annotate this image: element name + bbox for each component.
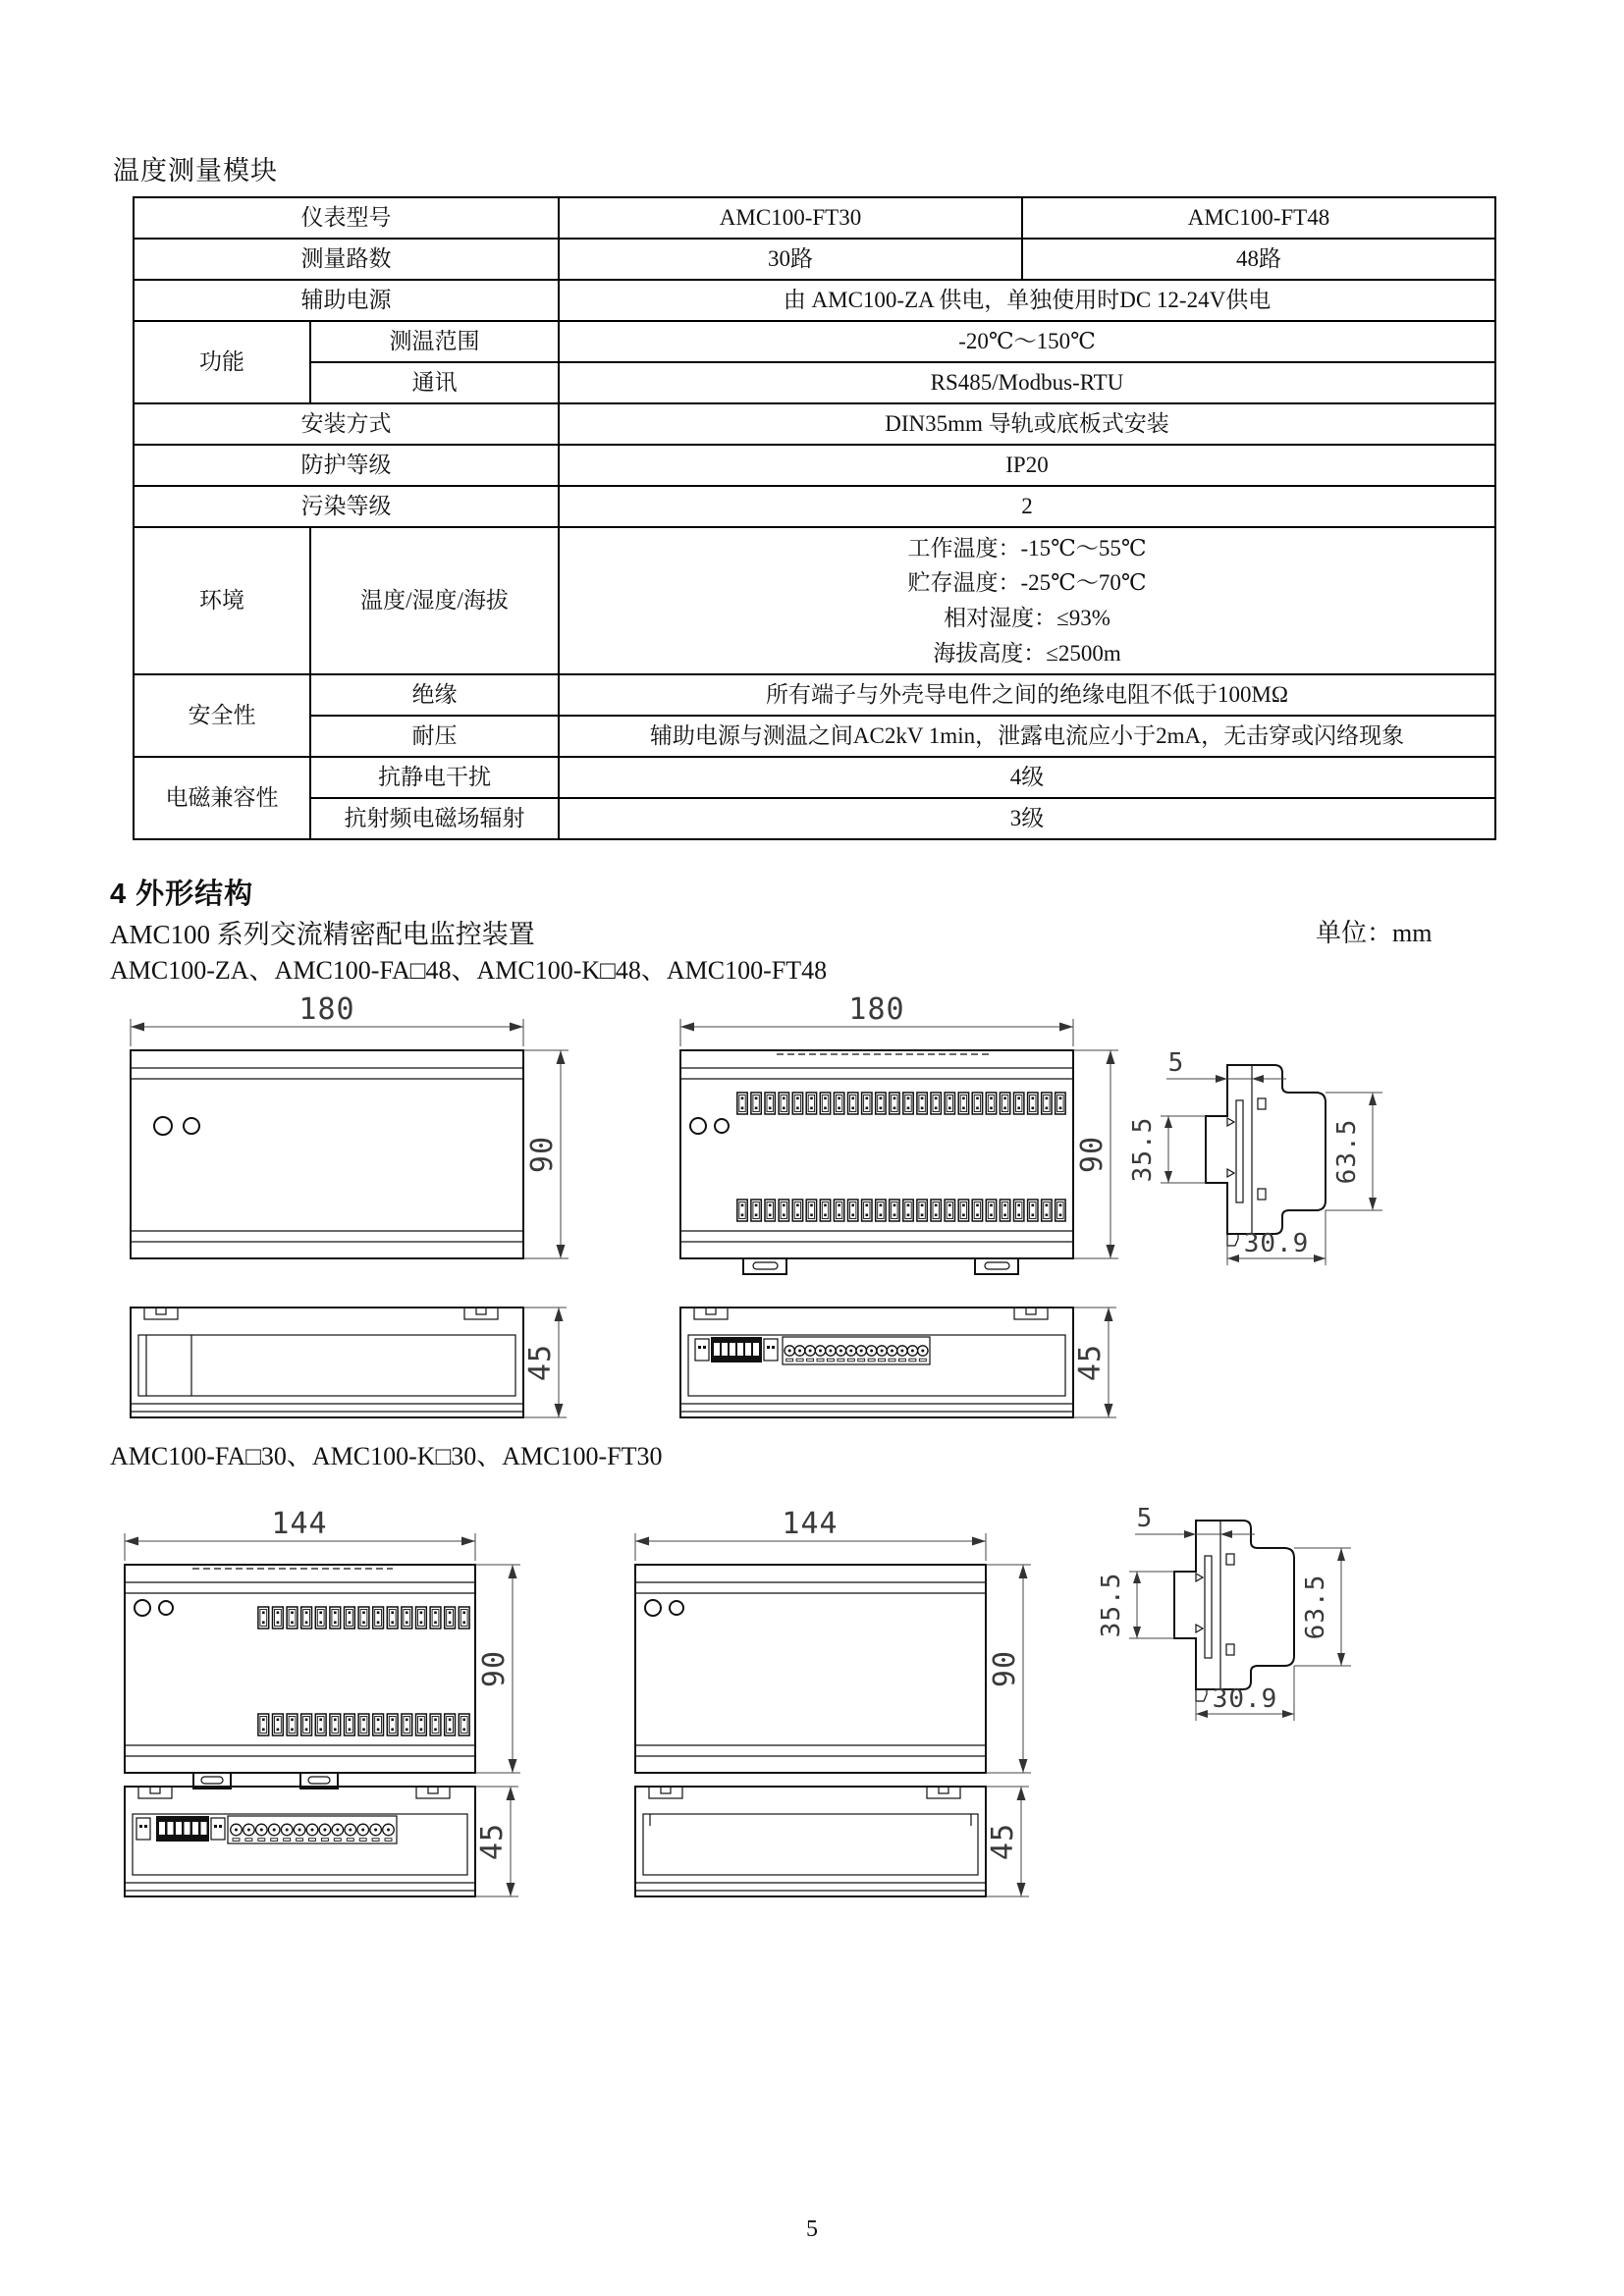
- top-view-180-connectors: [669, 1302, 1140, 1427]
- dim-height-label: 90: [1075, 1135, 1110, 1174]
- dim-side-top-label: 5: [1136, 1504, 1154, 1533]
- dim-side-left-label: 35.5: [1097, 1572, 1126, 1638]
- table-cell: 辅助电源与测温之间AC2kV 1min，泄露电流应小于2mA，无击穿或闪络现象: [559, 716, 1495, 757]
- terminal-strips: [737, 1093, 1065, 1221]
- din-rail-slot: [1236, 1100, 1243, 1202]
- dim-side-top-label: 5: [1167, 1048, 1185, 1078]
- dim-side-left-label: 35.5: [1128, 1116, 1158, 1183]
- dim-height-label: 90: [525, 1135, 560, 1174]
- clip-foot: [1196, 1689, 1207, 1701]
- connector-pins: [231, 1824, 395, 1841]
- spec-table: [133, 196, 1496, 840]
- dim-depth-label: 45: [523, 1343, 558, 1382]
- top-view-144-plain: [623, 1781, 1056, 1906]
- table-cell: IP20: [559, 445, 1495, 486]
- side-view-din-profile: [1119, 1043, 1453, 1274]
- dim-side-bottom-label: 30.9: [1212, 1684, 1278, 1714]
- indicator-circle: [670, 1601, 683, 1615]
- front-view-180-plain: [119, 995, 590, 1300]
- table-sub-label: 测温范围: [310, 321, 559, 362]
- indicator-circle: [715, 1119, 729, 1133]
- env-line: 工作温度：-15℃～55℃: [907, 535, 1147, 561]
- table-cell: DIN35mm 导轨或底板式安装: [559, 403, 1495, 445]
- table-group-label: 功能: [134, 321, 310, 403]
- table-title: 温度测量模块: [113, 156, 278, 186]
- aux-connector: [695, 1339, 709, 1361]
- table-sub-label: 抗射频电磁场辐射: [310, 798, 559, 839]
- top-view-144-connectors: [113, 1781, 545, 1906]
- env-line: 贮存温度：-25℃～70℃: [907, 570, 1147, 596]
- table-cell-model-1: AMC100-FT30: [559, 197, 1022, 239]
- top-view-180-plain: [119, 1302, 590, 1427]
- front-view-144-terminals: [113, 1510, 545, 1814]
- group1-caption: AMC100-ZA、AMC100-FA□48、AMC100-K□48、AMC100-FT48: [110, 956, 828, 985]
- aux-connector: [764, 1339, 778, 1361]
- table-label: 安装方式: [134, 403, 559, 445]
- indicator-circle: [159, 1601, 173, 1615]
- page-number: 5: [806, 2216, 818, 2242]
- dim-side-right-label: 63.5: [1301, 1574, 1330, 1640]
- terminal-strips: [258, 1607, 469, 1735]
- indicator-circle: [645, 1600, 661, 1616]
- section-subtitle: AMC100 系列交流精密配电监控装置: [110, 920, 535, 949]
- table-cell: 48路: [1022, 239, 1495, 280]
- dim-width-label: 180: [848, 995, 905, 1027]
- table-label: 辅助电源: [134, 280, 559, 321]
- env-line: 相对湿度：≤93%: [944, 606, 1110, 630]
- table-cell-model-2: AMC100-FT48: [1022, 197, 1495, 239]
- side-view-din-profile: [1088, 1499, 1422, 1730]
- section-heading: 4 外形结构: [110, 879, 254, 910]
- table-cell: 30路: [559, 239, 1022, 280]
- table-group-label: 安全性: [134, 674, 310, 757]
- dim-height-label: 90: [477, 1649, 512, 1688]
- table-cell: -20℃～150℃: [559, 321, 1495, 362]
- table-sub-label: 耐压: [310, 716, 559, 757]
- table-label: 仪表型号: [134, 197, 559, 239]
- dim-depth-label: 45: [986, 1822, 1020, 1861]
- table-label: 防护等级: [134, 445, 559, 486]
- dim-depth-label: 45: [1073, 1343, 1108, 1382]
- din-rail-slot: [1205, 1556, 1212, 1658]
- group2-caption: AMC100-FA□30、AMC100-K□30、AMC100-FT30: [110, 1442, 663, 1470]
- connector-pins: [785, 1346, 928, 1362]
- table-cell: 4级: [559, 757, 1495, 798]
- env-line: 海拔高度：≤2500m: [933, 640, 1121, 666]
- front-view-180-terminals: [669, 995, 1140, 1300]
- table-cell: 所有端子与外壳导电件之间的绝缘电阻不低于100MΩ: [559, 674, 1495, 716]
- table-cell: 3级: [559, 798, 1495, 839]
- table-label: 污染等级: [134, 486, 559, 527]
- dim-depth-label: 45: [475, 1822, 510, 1861]
- table-sub-label: 绝缘: [310, 674, 559, 716]
- dim-height-label: 90: [988, 1649, 1022, 1688]
- aux-connector: [211, 1818, 225, 1840]
- table-sub-label: 温度/湿度/海拔: [310, 527, 559, 674]
- mounting-foot: [743, 1258, 786, 1274]
- indicator-circle: [154, 1117, 172, 1135]
- table-group-label: 环境: [134, 527, 310, 674]
- table-label: 测量路数: [134, 239, 559, 280]
- table-sub-label: 抗静电干扰: [310, 757, 559, 798]
- indicator-circle: [690, 1118, 706, 1134]
- dim-width-label: 144: [782, 1510, 839, 1541]
- table-sub-label: 通讯: [310, 362, 559, 403]
- mounting-foot: [975, 1258, 1018, 1274]
- dim-side-right-label: 63.5: [1332, 1118, 1362, 1185]
- indicator-circle: [184, 1118, 199, 1134]
- table-cell-environment: [559, 527, 1495, 674]
- front-view-144-plain: [623, 1510, 1056, 1814]
- unit-label: 单位：mm: [1316, 919, 1433, 947]
- table-cell: RS485/Modbus-RTU: [559, 362, 1495, 403]
- indicator-circle: [135, 1600, 150, 1616]
- clip-foot: [1227, 1234, 1238, 1246]
- table-cell: 由 AMC100-ZA 供电，单独使用时DC 12-24V供电: [559, 280, 1495, 321]
- dim-width-label: 180: [298, 995, 355, 1027]
- table-cell: 2: [559, 486, 1495, 527]
- dim-side-bottom-label: 30.9: [1243, 1229, 1310, 1258]
- dim-width-label: 144: [271, 1510, 328, 1541]
- table-group-label: 电磁兼容性: [134, 757, 310, 839]
- aux-connector: [136, 1818, 150, 1840]
